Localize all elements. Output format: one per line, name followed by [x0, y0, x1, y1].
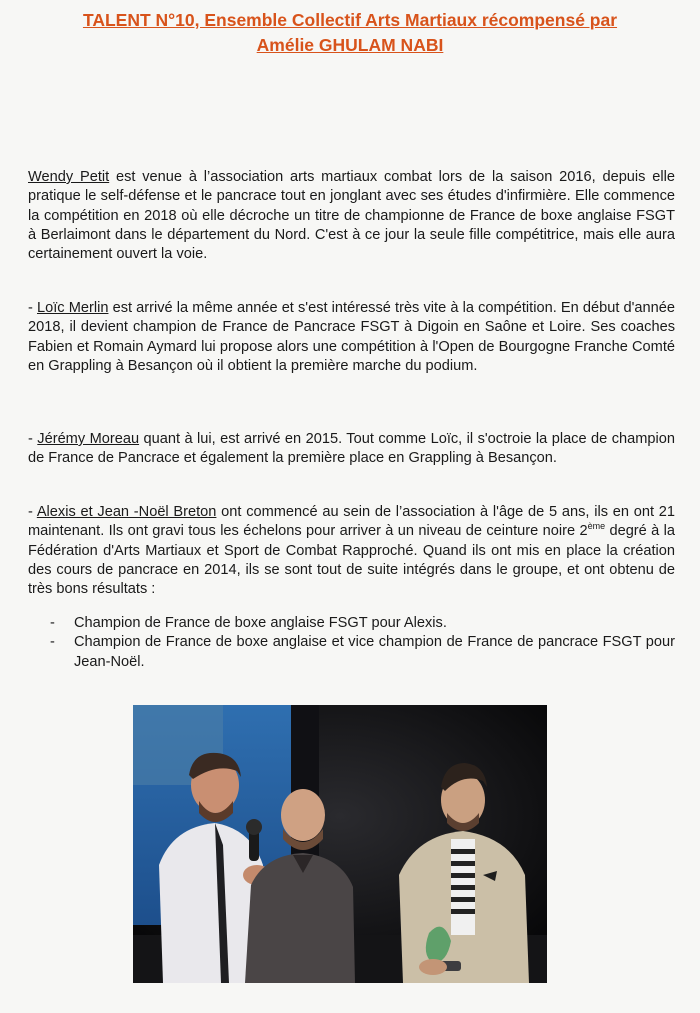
paragraph-text: est arrivé la même année et s'est intéressé très vite à la compétition. En début d'année 2018, il devient champion de France de Pancrace FSGT à Digoin en Saône et Loire. Ses coaches Fabien et Romain Aymard lui propose alors une compétition à l'Open de Bourgogne Franche Comté en Grappling à Besançon où il obtient la première marche du podium. — [28, 300, 675, 374]
dash: - — [28, 300, 37, 316]
athlete-name: Wendy Petit — [28, 169, 110, 185]
athlete-name: Loïc Merlin — [37, 300, 109, 316]
dash: - — [28, 504, 37, 520]
paragraph-wendy — [28, 168, 675, 264]
paragraph-breton — [28, 503, 675, 599]
dash: - — [28, 431, 38, 447]
paragraph-text: ont commencé au sein de l’association à l'âge de 5 ans, ils en ont 21 maintenant. Ils ont gravi tous les échelons pour arriver à un niveau de ceinture noire 2 — [28, 504, 675, 540]
paragraph-loic — [28, 299, 675, 376]
paragraph-jeremy — [28, 430, 675, 469]
title-line-2: Amélie GHULAM NABI — [256, 35, 444, 55]
athlete-name: Jérémy Moreau — [37, 431, 140, 447]
title-line-1: TALENT N°10, Ensemble Collectif Arts Martiaux récompensé par — [82, 10, 618, 30]
paragraph-text: est venue à l’association arts martiaux combat lors de la saison 2016, depuis elle pratique le self-défense et le pancrace tout en jonglant avec ses études d'infirmière. Elle commence la compétition en 2018 où elle décroche un titre de championne de France de boxe anglaise FSGT à Berlaimont dans le département du Nord. C'est à ce jour la seule fille compétitrice, mais elle aura certainement ouvert la voie. — [28, 169, 675, 263]
paragraph-text: degré à la Fédération d'Arts Martiaux et Sport de Combat Rapproché. Quand ils ont mis en place la création des cours de pancrace en 2014, ils se sont tout de suite intégrés dans le groupe, et ont obtenu de très bons résultats : — [28, 523, 675, 598]
list-item: - Champion de France de boxe anglaise et vice champion de France de pancrace FSGT pour Jean-Noël. — [50, 633, 675, 672]
superscript: ème — [587, 521, 606, 532]
paragraph-text: quant à lui, est arrivé en 2015. Tout comme Loïc, il s'octroie la place de champion de France de Pancrace et également la première place en Grappling à Besançon. — [28, 431, 675, 467]
page-title — [40, 8, 660, 58]
athlete-name: Alexis et Jean -Noël Breton — [36, 504, 217, 520]
list-item: - Champion de France de boxe anglaise FSGT pour Alexis. — [50, 614, 675, 633]
results-list — [50, 614, 675, 672]
award-photo-illustration — [133, 705, 547, 983]
award-photo — [133, 705, 547, 983]
